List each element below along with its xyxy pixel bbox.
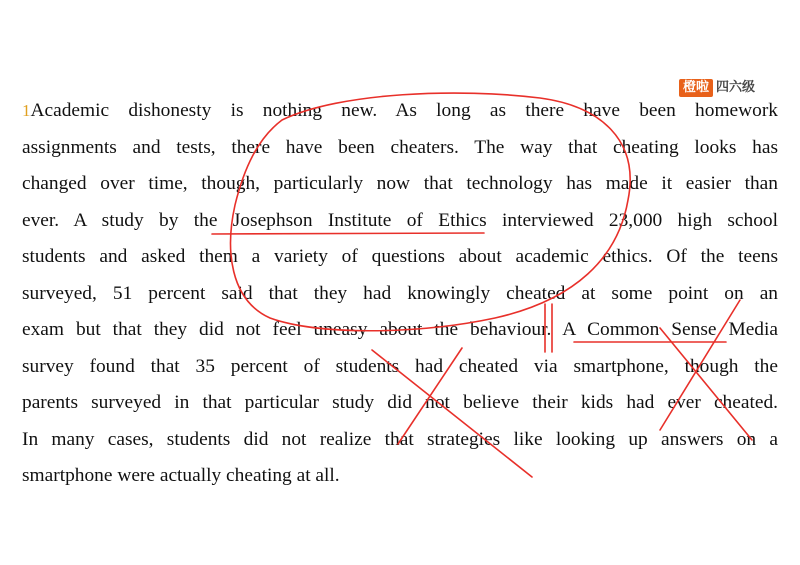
passage-line: exam but that they did not feel uneasy about the behaviour. A Common Sense Media [22,319,778,340]
passage-line: parents surveyed in that particular study did not believe their kids had ever cheated. [22,392,778,413]
passage-line: students and asked them a variety of questions about academic ethics. Of the teens [22,246,778,267]
passage-line: ever. A study by the Josephson Institute of Ethics interviewed 23,000 high school [22,209,778,231]
paragraph-marker: 1 [22,101,31,120]
passage-line: 1Academic dishonesty is nothing new. As long as there have been homework [22,100,778,121]
passage-line: assignments and tests, there have been cheaters. The way that cheating looks has [22,136,778,158]
passage-line: In many cases, students did not realize that strategies like looking up answers on a [22,428,778,450]
passage-line: smartphone were actually cheating at all. [22,465,340,486]
passage-line: surveyed, 51 percent said that they had knowingly cheated at some point on an [22,282,778,304]
passage-line: survey found that 35 percent of students had cheated via smartphone, though the [22,355,778,377]
brand-name: 橙啦 [679,79,713,97]
brand-subtitle: 四六级 [716,80,756,95]
reading-passage [22,93,778,495]
passage-line: changed over time, though, particularly now that technology has made it easier than [22,173,778,194]
